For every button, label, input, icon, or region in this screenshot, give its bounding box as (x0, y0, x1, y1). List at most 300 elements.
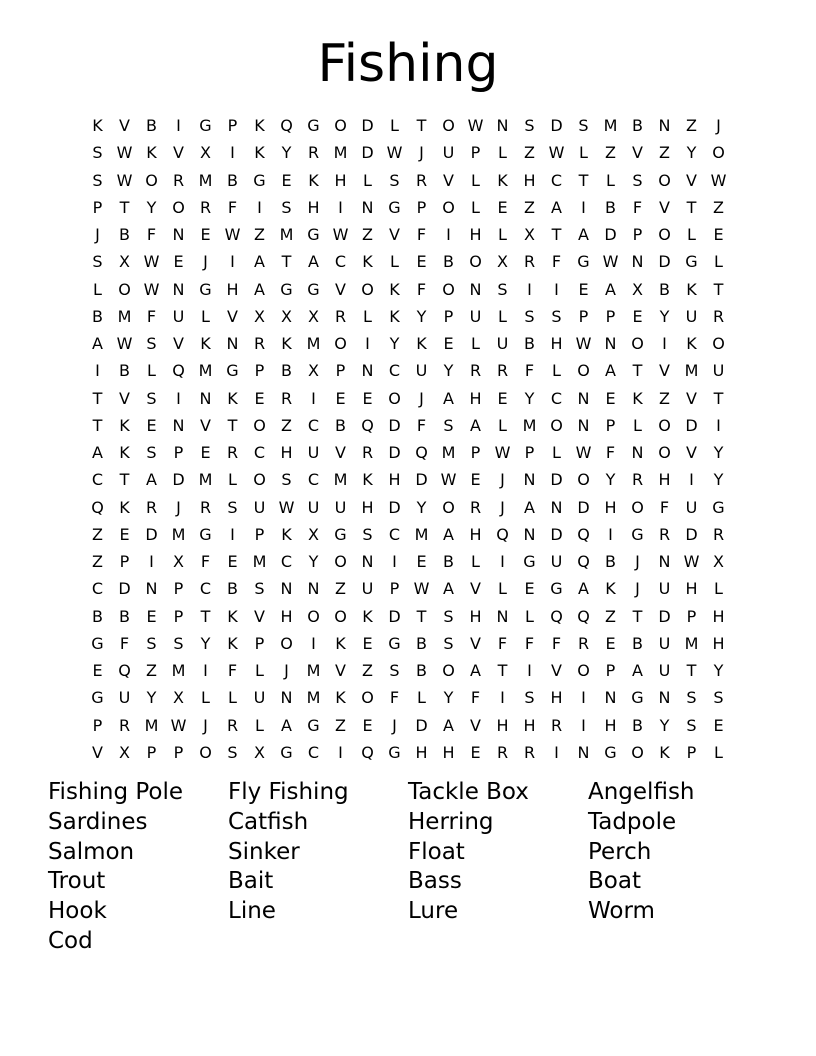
grid-letter[interactable]: E (416, 552, 427, 571)
grid-letter[interactable]: W (224, 225, 241, 244)
grid-letter[interactable]: A (146, 470, 157, 490)
grid-letter[interactable]: S (551, 306, 562, 326)
grid-letter[interactable]: Z (92, 524, 103, 544)
grid-letter[interactable]: A (470, 415, 481, 435)
grid-letter[interactable]: F (551, 633, 562, 653)
grid-letter[interactable]: Z (362, 661, 373, 680)
grid-letter[interactable]: D (388, 497, 401, 517)
grid-letter[interactable]: V (470, 579, 481, 599)
grid-letter[interactable]: B (443, 252, 454, 272)
grid-letter[interactable]: P (92, 715, 103, 735)
grid-letter[interactable]: O (658, 170, 671, 190)
grid-letter[interactable]: H (712, 633, 725, 653)
grid-letter[interactable]: K (200, 334, 211, 353)
grid-letter[interactable]: A (605, 279, 616, 299)
grid-letter[interactable]: A (443, 579, 454, 599)
grid-letter[interactable]: F (119, 633, 130, 653)
grid-letter[interactable]: R (145, 497, 158, 517)
grid-letter[interactable]: N (280, 688, 293, 708)
grid-letter[interactable]: H (550, 688, 563, 708)
grid-letter[interactable]: V (119, 388, 130, 408)
grid-letter[interactable]: O (145, 170, 158, 190)
grid-letter[interactable]: U (712, 361, 725, 381)
grid-letter[interactable]: B (281, 361, 292, 381)
grid-letter[interactable]: S (146, 633, 157, 653)
grid-letter[interactable]: K (362, 606, 373, 626)
grid-letter[interactable]: D (388, 443, 401, 462)
grid-letter[interactable]: S (281, 470, 292, 490)
grid-letter[interactable]: H (334, 170, 347, 190)
grid-letter[interactable]: D (604, 225, 617, 244)
grid-letter[interactable]: J (392, 715, 397, 735)
grid-letter[interactable]: V (551, 661, 562, 680)
grid-letter[interactable]: K (389, 279, 400, 299)
grid-letter[interactable]: V (92, 742, 103, 762)
grid-letter[interactable]: Q (415, 443, 428, 462)
grid-letter[interactable]: K (686, 279, 697, 299)
grid-letter[interactable]: O (631, 334, 644, 353)
grid-letter[interactable]: S (254, 579, 265, 599)
grid-letter[interactable]: E (362, 633, 373, 653)
grid-letter[interactable]: P (416, 197, 427, 217)
grid-letter[interactable]: K (605, 579, 616, 599)
grid-letter[interactable]: N (199, 388, 212, 408)
grid-letter[interactable]: I (311, 633, 316, 653)
grid-letter[interactable]: C (307, 470, 320, 490)
grid-letter[interactable]: O (253, 470, 266, 490)
grid-letter[interactable]: U (442, 143, 455, 163)
grid-letter[interactable]: H (523, 715, 536, 735)
grid-letter[interactable]: Q (91, 497, 104, 517)
grid-letter[interactable]: S (92, 143, 103, 163)
grid-letter[interactable]: Y (524, 388, 535, 408)
grid-letter[interactable]: K (632, 388, 643, 408)
grid-letter[interactable]: O (631, 742, 644, 762)
grid-letter[interactable]: R (226, 715, 239, 735)
grid-letter[interactable]: B (92, 606, 103, 626)
grid-letter[interactable]: A (470, 661, 481, 680)
grid-letter[interactable]: I (554, 279, 559, 299)
grid-letter[interactable]: B (119, 606, 130, 626)
grid-letter[interactable]: B (119, 225, 130, 244)
grid-letter[interactable]: J (203, 715, 208, 735)
grid-letter[interactable]: J (500, 497, 505, 517)
grid-letter[interactable]: T (119, 470, 130, 490)
grid-letter[interactable]: U (658, 633, 671, 653)
grid-letter[interactable]: V (173, 334, 184, 353)
grid-letter[interactable]: M (171, 524, 186, 544)
grid-letter[interactable]: D (577, 497, 590, 517)
grid-letter[interactable]: O (442, 116, 455, 135)
grid-letter[interactable]: B (227, 170, 238, 190)
grid-letter[interactable]: O (469, 252, 482, 272)
grid-letter[interactable]: W (683, 552, 700, 571)
grid-letter[interactable]: L (471, 170, 480, 190)
grid-letter[interactable]: N (361, 361, 374, 381)
grid-letter[interactable]: C (550, 388, 563, 408)
grid-letter[interactable]: U (496, 334, 509, 353)
grid-letter[interactable]: D (361, 143, 374, 163)
grid-letter[interactable]: V (470, 633, 481, 653)
grid-letter[interactable]: P (146, 742, 157, 762)
grid-letter[interactable]: D (172, 470, 185, 490)
grid-letter[interactable]: O (577, 470, 590, 490)
grid-letter[interactable]: N (469, 279, 482, 299)
grid-letter[interactable]: L (498, 579, 507, 599)
grid-letter[interactable]: W (548, 143, 565, 163)
grid-letter[interactable]: C (307, 415, 320, 435)
grid-letter[interactable]: R (712, 306, 725, 326)
grid-letter[interactable]: R (199, 497, 212, 517)
grid-letter[interactable]: L (390, 252, 399, 272)
grid-letter[interactable]: L (633, 415, 642, 435)
grid-letter[interactable]: E (362, 715, 373, 735)
grid-letter[interactable]: G (199, 524, 212, 544)
grid-letter[interactable]: F (605, 443, 616, 462)
grid-letter[interactable]: I (338, 742, 343, 762)
grid-letter[interactable]: U (307, 497, 320, 517)
grid-letter[interactable]: H (712, 606, 725, 626)
grid-letter[interactable]: N (631, 252, 644, 272)
grid-letter[interactable]: K (227, 388, 238, 408)
grid-letter[interactable]: W (116, 143, 133, 163)
grid-letter[interactable]: V (659, 361, 670, 381)
grid-letter[interactable]: H (496, 715, 509, 735)
grid-letter[interactable]: O (253, 415, 266, 435)
grid-letter[interactable]: R (307, 143, 320, 163)
grid-letter[interactable]: D (388, 606, 401, 626)
grid-letter[interactable]: R (523, 252, 536, 272)
grid-letter[interactable]: Q (577, 606, 590, 626)
grid-letter[interactable]: V (443, 170, 454, 190)
grid-letter[interactable]: L (147, 361, 156, 381)
grid-letter[interactable]: S (146, 334, 157, 353)
grid-letter[interactable]: W (170, 715, 187, 735)
grid-letter[interactable]: Z (362, 225, 373, 244)
grid-letter[interactable]: K (254, 116, 265, 135)
grid-letter[interactable]: Y (416, 306, 427, 326)
grid-letter[interactable]: M (306, 688, 321, 708)
grid-letter[interactable]: Q (172, 361, 185, 381)
grid-letter[interactable]: K (119, 497, 130, 517)
grid-letter[interactable]: K (281, 524, 292, 544)
grid-letter[interactable]: L (552, 443, 561, 462)
grid-letter[interactable]: Z (713, 197, 724, 217)
grid-letter[interactable]: L (579, 143, 588, 163)
grid-letter[interactable]: J (419, 143, 424, 163)
grid-letter[interactable]: K (362, 470, 373, 490)
grid-letter[interactable]: S (362, 524, 373, 544)
grid-letter[interactable]: L (687, 225, 696, 244)
grid-letter[interactable]: I (500, 552, 505, 571)
grid-letter[interactable]: H (226, 279, 239, 299)
grid-letter[interactable]: S (497, 279, 508, 299)
grid-letter[interactable]: D (685, 415, 698, 435)
grid-letter[interactable]: H (604, 497, 617, 517)
grid-letter[interactable]: J (203, 252, 208, 272)
grid-letter[interactable]: R (469, 361, 482, 381)
grid-letter[interactable]: W (575, 443, 592, 462)
grid-letter[interactable]: I (392, 552, 397, 571)
grid-letter[interactable]: P (173, 579, 184, 599)
grid-letter[interactable]: P (578, 306, 589, 326)
grid-letter[interactable]: M (684, 633, 699, 653)
grid-letter[interactable]: T (497, 661, 508, 680)
grid-letter[interactable]: G (307, 116, 320, 135)
grid-letter[interactable]: A (443, 388, 454, 408)
grid-letter[interactable]: U (307, 443, 320, 462)
grid-letter[interactable]: S (524, 688, 535, 708)
grid-letter[interactable]: L (498, 143, 507, 163)
grid-letter[interactable]: C (91, 470, 104, 490)
grid-letter[interactable]: Y (713, 661, 724, 680)
grid-letter[interactable]: P (92, 197, 103, 217)
grid-letter[interactable]: F (416, 415, 427, 435)
grid-letter[interactable]: I (176, 388, 181, 408)
grid-letter[interactable]: Z (524, 143, 535, 163)
grid-letter[interactable]: L (417, 688, 426, 708)
grid-letter[interactable]: H (523, 170, 536, 190)
grid-letter[interactable]: O (442, 197, 455, 217)
grid-letter[interactable]: P (335, 361, 346, 381)
grid-letter[interactable]: Z (335, 715, 346, 735)
grid-letter[interactable]: G (523, 552, 536, 571)
grid-letter[interactable]: P (470, 143, 481, 163)
grid-letter[interactable]: S (173, 633, 184, 653)
grid-letter[interactable]: I (608, 524, 613, 544)
grid-letter[interactable]: Y (146, 688, 157, 708)
grid-letter[interactable]: F (632, 197, 643, 217)
grid-letter[interactable]: U (658, 661, 671, 680)
grid-letter[interactable]: M (522, 415, 537, 435)
grid-letter[interactable]: W (332, 225, 349, 244)
grid-letter[interactable]: N (226, 334, 239, 353)
grid-letter[interactable]: N (523, 524, 536, 544)
grid-letter[interactable]: S (578, 116, 589, 135)
grid-letter[interactable]: M (306, 661, 321, 680)
grid-letter[interactable]: E (335, 388, 346, 408)
grid-letter[interactable]: H (469, 524, 482, 544)
grid-letter[interactable]: I (527, 279, 532, 299)
grid-letter[interactable]: U (550, 552, 563, 571)
grid-letter[interactable]: F (227, 197, 238, 217)
grid-letter[interactable]: I (257, 197, 262, 217)
grid-letter[interactable]: P (173, 606, 184, 626)
grid-letter[interactable]: A (92, 443, 103, 462)
grid-letter[interactable]: R (253, 334, 266, 353)
grid-letter[interactable]: G (91, 633, 104, 653)
grid-letter[interactable]: G (226, 361, 239, 381)
grid-letter[interactable]: A (308, 252, 319, 272)
grid-letter[interactable]: K (416, 334, 427, 353)
grid-letter[interactable]: E (146, 606, 157, 626)
grid-letter[interactable]: B (659, 279, 670, 299)
grid-letter[interactable]: O (577, 661, 590, 680)
grid-letter[interactable]: L (714, 252, 723, 272)
grid-letter[interactable]: X (119, 252, 130, 272)
grid-letter[interactable]: U (253, 497, 266, 517)
grid-letter[interactable]: V (200, 415, 211, 435)
grid-letter[interactable]: I (230, 524, 235, 544)
grid-letter[interactable]: K (146, 143, 157, 163)
grid-letter[interactable]: L (606, 170, 615, 190)
grid-letter[interactable]: P (254, 524, 265, 544)
grid-letter[interactable]: I (203, 661, 208, 680)
grid-letter[interactable]: D (550, 470, 563, 490)
grid-letter[interactable]: J (500, 470, 505, 490)
grid-letter[interactable]: N (280, 579, 293, 599)
grid-letter[interactable]: Z (92, 552, 103, 571)
grid-letter[interactable]: P (119, 552, 130, 571)
grid-letter[interactable]: S (227, 742, 238, 762)
grid-letter[interactable]: T (713, 279, 724, 299)
grid-letter[interactable]: A (443, 524, 454, 544)
grid-letter[interactable]: E (119, 524, 130, 544)
grid-letter[interactable]: M (198, 170, 213, 190)
grid-letter[interactable]: S (524, 306, 535, 326)
grid-letter[interactable]: O (118, 279, 131, 299)
grid-letter[interactable]: L (93, 279, 102, 299)
grid-letter[interactable]: S (632, 170, 643, 190)
grid-letter[interactable]: P (686, 606, 697, 626)
grid-letter[interactable]: V (632, 143, 643, 163)
grid-letter[interactable]: O (334, 334, 347, 353)
grid-letter[interactable]: F (470, 688, 481, 708)
grid-letter[interactable]: C (280, 552, 293, 571)
grid-letter[interactable]: H (361, 497, 374, 517)
grid-letter[interactable]: K (227, 633, 238, 653)
grid-letter[interactable]: F (551, 252, 562, 272)
grid-letter[interactable]: S (389, 661, 400, 680)
grid-letter[interactable]: G (631, 524, 644, 544)
grid-letter[interactable]: G (712, 497, 725, 517)
grid-letter[interactable]: E (470, 470, 481, 490)
grid-letter[interactable]: P (173, 443, 184, 462)
grid-letter[interactable]: R (658, 524, 671, 544)
grid-letter[interactable]: K (362, 252, 373, 272)
grid-letter[interactable]: H (280, 606, 293, 626)
grid-letter[interactable]: E (497, 388, 508, 408)
grid-letter[interactable]: G (280, 742, 293, 762)
grid-letter[interactable]: Z (281, 415, 292, 435)
grid-letter[interactable]: G (307, 715, 320, 735)
grid-letter[interactable]: S (146, 388, 157, 408)
grid-letter[interactable]: F (416, 225, 427, 244)
grid-letter[interactable]: H (415, 742, 428, 762)
grid-letter[interactable]: O (334, 606, 347, 626)
grid-letter[interactable]: M (252, 552, 267, 571)
grid-letter[interactable]: T (281, 252, 292, 272)
grid-letter[interactable]: K (227, 606, 238, 626)
grid-letter[interactable]: N (577, 415, 590, 435)
grid-letter[interactable]: E (146, 415, 157, 435)
grid-letter[interactable]: N (172, 225, 185, 244)
grid-letter[interactable]: F (227, 661, 238, 680)
grid-letter[interactable]: S (686, 715, 697, 735)
grid-letter[interactable]: Y (416, 497, 427, 517)
grid-letter[interactable]: U (685, 497, 698, 517)
grid-letter[interactable]: K (497, 170, 508, 190)
grid-letter[interactable]: I (446, 225, 451, 244)
grid-letter[interactable]: M (279, 225, 294, 244)
grid-letter[interactable]: Q (118, 661, 131, 680)
grid-letter[interactable]: Q (280, 116, 293, 135)
grid-letter[interactable]: L (471, 334, 480, 353)
grid-letter[interactable]: Z (524, 197, 535, 217)
grid-letter[interactable]: U (361, 579, 374, 599)
grid-letter[interactable]: B (227, 579, 238, 599)
grid-letter[interactable]: R (496, 361, 509, 381)
grid-letter[interactable]: N (550, 497, 563, 517)
grid-letter[interactable]: R (172, 170, 185, 190)
grid-letter[interactable]: B (524, 334, 535, 353)
grid-letter[interactable]: M (198, 361, 213, 381)
grid-letter[interactable]: T (227, 415, 238, 435)
grid-letter[interactable]: X (632, 279, 643, 299)
grid-letter[interactable]: V (119, 116, 130, 135)
grid-letter[interactable]: I (149, 552, 154, 571)
grid-letter[interactable]: T (416, 606, 427, 626)
grid-letter[interactable]: Y (281, 143, 292, 163)
grid-letter[interactable]: Q (550, 606, 563, 626)
grid-letter[interactable]: H (442, 742, 455, 762)
grid-letter[interactable]: B (119, 361, 130, 381)
grid-letter[interactable]: E (605, 633, 616, 653)
grid-letter[interactable]: I (230, 143, 235, 163)
grid-letter[interactable]: A (281, 715, 292, 735)
grid-letter[interactable]: X (281, 306, 292, 326)
grid-letter[interactable]: G (334, 524, 347, 544)
grid-letter[interactable]: V (686, 388, 697, 408)
grid-letter[interactable]: O (361, 688, 374, 708)
grid-letter[interactable]: T (632, 606, 643, 626)
grid-letter[interactable]: F (146, 225, 157, 244)
grid-letter[interactable]: U (658, 579, 671, 599)
grid-letter[interactable]: U (172, 306, 185, 326)
grid-letter[interactable]: B (416, 633, 427, 653)
grid-letter[interactable]: R (550, 715, 563, 735)
grid-letter[interactable]: W (143, 279, 160, 299)
grid-letter[interactable]: R (496, 742, 509, 762)
grid-letter[interactable]: K (308, 170, 319, 190)
grid-letter[interactable]: R (361, 443, 374, 462)
grid-letter[interactable]: M (333, 143, 348, 163)
grid-letter[interactable]: C (253, 443, 266, 462)
grid-letter[interactable]: O (199, 742, 212, 762)
grid-letter[interactable]: F (200, 552, 211, 571)
grid-letter[interactable]: V (335, 443, 346, 462)
grid-letter[interactable]: L (498, 306, 507, 326)
grid-letter[interactable]: K (335, 633, 346, 653)
grid-letter[interactable]: L (552, 361, 561, 381)
grid-letter[interactable]: A (92, 334, 103, 353)
grid-letter[interactable]: P (254, 633, 265, 653)
grid-letter[interactable]: O (361, 279, 374, 299)
grid-letter[interactable]: W (143, 252, 160, 272)
grid-letter[interactable]: O (658, 415, 671, 435)
grid-letter[interactable]: P (524, 443, 535, 462)
grid-letter[interactable]: N (658, 116, 671, 135)
grid-letter[interactable]: I (311, 388, 316, 408)
grid-letter[interactable]: D (145, 524, 158, 544)
grid-letter[interactable]: P (470, 443, 481, 462)
grid-letter[interactable]: F (659, 497, 670, 517)
grid-letter[interactable]: M (603, 116, 618, 135)
grid-letter[interactable]: K (254, 143, 265, 163)
grid-letter[interactable]: E (713, 225, 724, 244)
grid-letter[interactable]: E (578, 279, 589, 299)
grid-letter[interactable]: R (118, 715, 131, 735)
